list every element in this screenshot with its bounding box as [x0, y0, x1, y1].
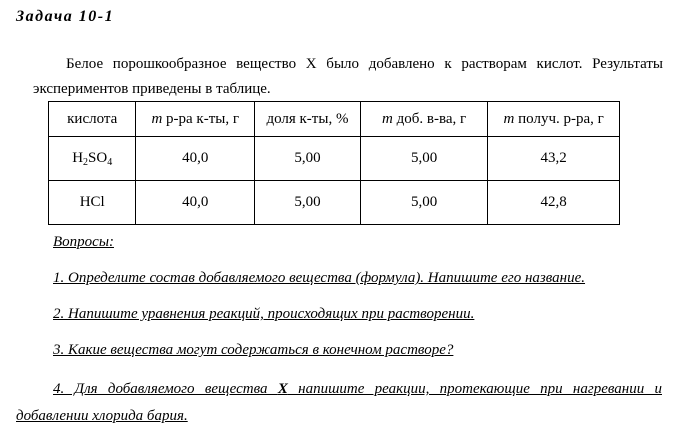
table-row	[49, 137, 620, 181]
question-4: 4. Для добавляемого вещества X напишите реакции, протекающие при нагревании и добавлении хлорида бария.	[16, 381, 662, 424]
question-3: 3. Какие вещества могут содержаться в конечном растворе?	[53, 342, 454, 358]
cell-solution-mass: 40,0	[136, 137, 255, 181]
header-added-mass: m доб. в-ва, г	[360, 102, 487, 137]
cell-solution-mass: 40,0	[136, 181, 255, 225]
cell-acid-fraction: 5,00	[255, 181, 361, 225]
question-2: 2. Напишите уравнения реакций, происходящих при растворении.	[53, 306, 475, 322]
header-acid: кислота	[49, 102, 136, 137]
header-acid-fraction: доля к-ты, %	[255, 102, 361, 137]
question-1: 1. Определите состав добавляемого вещества (формула). Напишите его название.	[53, 270, 586, 286]
table-row	[49, 181, 620, 225]
problem-title: Задача 10-1	[16, 8, 115, 25]
cell-added-mass: 5,00	[360, 181, 487, 225]
cell-added-mass: 5,00	[360, 137, 487, 181]
problem-statement: Белое порошкообразное вещество X было добавлено к растворам кислот. Результаты экспериментов приведены в таблице.	[33, 56, 663, 97]
cell-result-mass: 42,8	[488, 181, 620, 225]
cell-acid-fraction: 5,00	[255, 137, 361, 181]
experiment-table	[48, 101, 620, 225]
table-header-row	[49, 102, 620, 137]
cell-acid-formula: HCl	[49, 181, 136, 225]
questions-heading: Вопросы:	[53, 234, 114, 250]
header-result-mass: m получ. р-ра, г	[488, 102, 620, 137]
cell-acid-formula: $H_2SO_4$	[49, 137, 136, 181]
cell-result-mass: 43,2	[488, 137, 620, 181]
header-solution-mass: m р-ра к-ты, г	[136, 102, 255, 137]
